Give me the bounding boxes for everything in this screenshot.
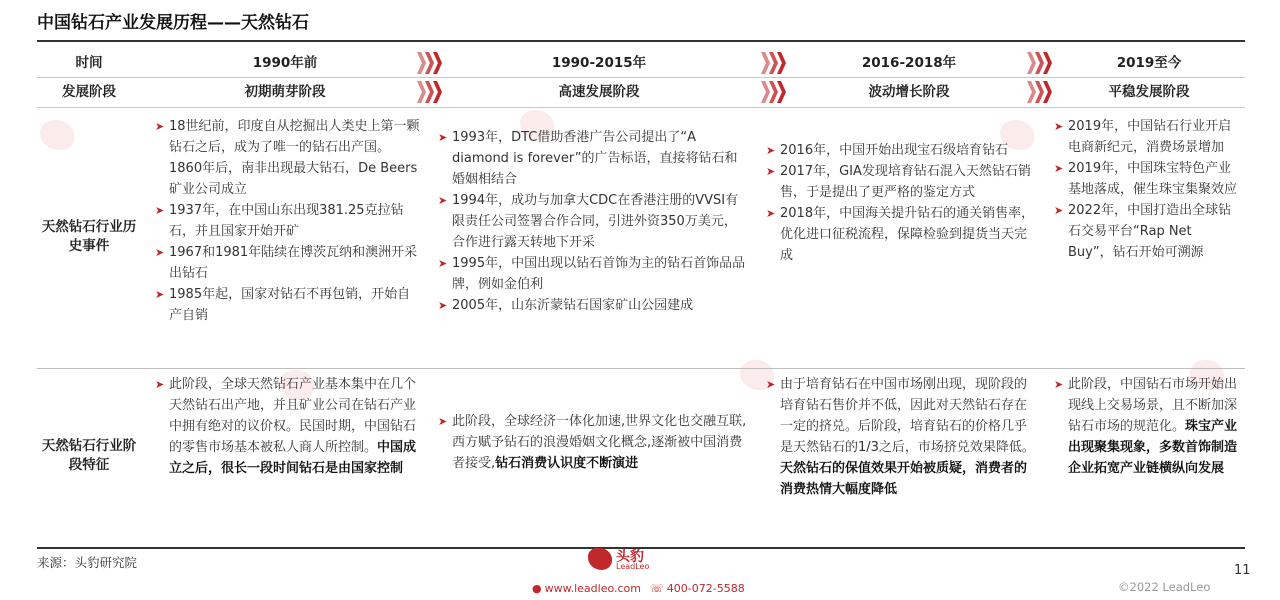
traits-cell-1 <box>155 374 421 479</box>
stage-4: 平稳发展阶段 <box>1108 84 1190 100</box>
traits-row-label: 天然钻石行业阶段特征 <box>41 438 137 473</box>
trait-emphasis: 天然钻石的保值效果开始被质疑，消费者的消费热情大幅度降低 <box>780 461 1028 497</box>
trait-item <box>155 374 421 479</box>
trait-text: 由于培育钻石在中国市场刚出现，现阶段的培育钻石售价并不低，因此对天然钻石存在一定的挤兑。后阶段，培育钻石的价格几乎是天然钻石的1/3之后，市场挤兑效果降低。 <box>780 377 1035 455</box>
traits-cell-4 <box>1054 374 1240 479</box>
event-item: ➤ 1993年，DTC借助香港广告公司提出了“A diamond is forever”的广告标语，直接将钻石和婚姻相结合 <box>438 127 748 190</box>
event-item: ➤ 1995年，中国出现以钻石首饰为主的钻石首饰品品牌，例如金伯利 <box>438 253 748 295</box>
globe-icon: ● <box>532 582 542 595</box>
logo-text: 头豹 <box>616 549 644 565</box>
trait-emphasis: 珠宝产业出现聚集现象，多数首饰制造企业拓宽产业链横纵向发展 <box>1068 419 1238 476</box>
header-separator <box>37 107 1245 108</box>
events-cell-3 <box>766 140 1038 266</box>
page-number: 11 <box>1234 563 1251 578</box>
event-item: ➤ 1994年，成功与加拿大CDC在香港注册的VVSI有限责任公司签署合作合同，引进外资350万美元，合作进行露天转地下开采 <box>438 190 748 253</box>
trait-text: 此阶段，中国钻石市场开始出现线上交易场景，且不断加深钻石市场的规范化。 <box>1068 377 1238 434</box>
phone-icon: ☏ <box>650 582 664 595</box>
row-divider <box>37 368 1245 369</box>
event-item: ➤ 2018年，中国海关提升钻石的通关销售率，优化进口征税流程，保障检验到提货当天完成 <box>766 203 1038 266</box>
phone-text: 400-072-5588 <box>666 582 745 595</box>
source-note: 来源：头豹研究院 <box>37 555 138 570</box>
leopard-icon <box>588 548 612 570</box>
events-cell-4 <box>1054 116 1240 263</box>
copyright: ©2022 LeadLeo <box>1118 580 1211 594</box>
website-link[interactable] <box>532 582 641 595</box>
website-text: www.leadleo.com <box>544 582 641 595</box>
trait-item <box>438 411 748 474</box>
stage-2: 高速发展阶段 <box>558 84 640 100</box>
phone-contact <box>650 582 745 595</box>
chevron-arrow-icon <box>761 52 791 74</box>
trait-emphasis: 中国成立之后，很长一段时间钻石是由国家控制 <box>169 440 417 476</box>
trait-text: 此阶段，全球天然钻石产业基本集中在几个天然钻石出产地，并且矿业公司在钻石产业中拥有绝对的议价权。民国时期，中国钻石的零售市场基本被私人商人所控制。 <box>169 377 417 455</box>
time-label: 时间 <box>75 55 103 71</box>
stage-label: 发展阶段 <box>62 84 116 100</box>
event-item: ➤ 2019年，中国珠宝特色产业基地落成，催生珠宝集聚效应 <box>1054 158 1240 200</box>
events-cell-2 <box>438 127 748 316</box>
event-item: ➤ 2017年，GIA发现培育钻石混入天然钻石销售，于是提出了更严格的鉴定方式 <box>766 161 1038 203</box>
time-header-row <box>37 50 1245 76</box>
chevron-arrow-icon <box>761 81 791 103</box>
events-row-label: 天然钻石行业历史事件 <box>41 219 137 254</box>
watermark-logo <box>40 120 74 150</box>
traits-cell-3 <box>766 374 1038 500</box>
event-item: ➤ 2016年，中国开始出现宝石级培育钻石 <box>766 140 1038 161</box>
events-cell-1 <box>155 116 421 326</box>
stage-1: 初期萌芽阶段 <box>244 84 326 100</box>
logo-subtext: LeadLeo <box>616 562 650 571</box>
event-item: ➤ 18世纪前，印度自从挖掘出人类史上第一颗钻石之后，成为了唯一的钻石出产国。1860年后，南非出现最大钻石，De Beers矿业公司成立 <box>155 116 421 200</box>
period-3: 2016-2018年 <box>861 55 957 71</box>
event-item: ➤ 2005年，山东沂蒙钻石国家矿山公园建成 <box>438 295 748 316</box>
period-4: 2019至今 <box>1116 55 1182 71</box>
chevron-arrow-icon <box>417 81 447 103</box>
page-title: 中国钻石产业发展历程——天然钻石 <box>37 13 309 33</box>
header-separator <box>37 77 1245 78</box>
event-item: ➤ 1985年起，国家对钻石不再包销，开始自产自销 <box>155 284 421 326</box>
period-2: 1990-2015年 <box>551 55 647 71</box>
event-item: ➤ 2019年，中国钻石行业开启电商新纪元，消费场景增加 <box>1054 116 1240 158</box>
period-1: 1990年前 <box>252 55 318 71</box>
title-rule <box>37 40 1245 42</box>
stage-3: 波动增长阶段 <box>868 84 950 100</box>
trait-item <box>766 374 1038 500</box>
trait-text: 此阶段，全球经济一体化加速,世界文化也交融互联,西方赋予钻石的浪漫婚姻文化概念,逐渐被中国消费者接受, <box>452 414 747 471</box>
event-item: ➤ 1937年，在中国山东出现381.25克拉钻石，并且国家开始开矿 <box>155 200 421 242</box>
event-item: ➤ 1967和1981年陆续在博茨瓦纳和澳洲开采出钻石 <box>155 242 421 284</box>
stage-header-row <box>37 79 1245 105</box>
trait-emphasis: 钻石消费认识度不断演进 <box>495 456 639 471</box>
event-item: ➤ 2022年，中国打造出全球钻石交易平台“Rap Net Buy”，钻石开始可溯源 <box>1054 200 1240 263</box>
traits-cell-2 <box>438 411 748 474</box>
chevron-arrow-icon <box>417 52 447 74</box>
leadleo-logo <box>588 546 678 572</box>
trait-item <box>1054 374 1240 479</box>
